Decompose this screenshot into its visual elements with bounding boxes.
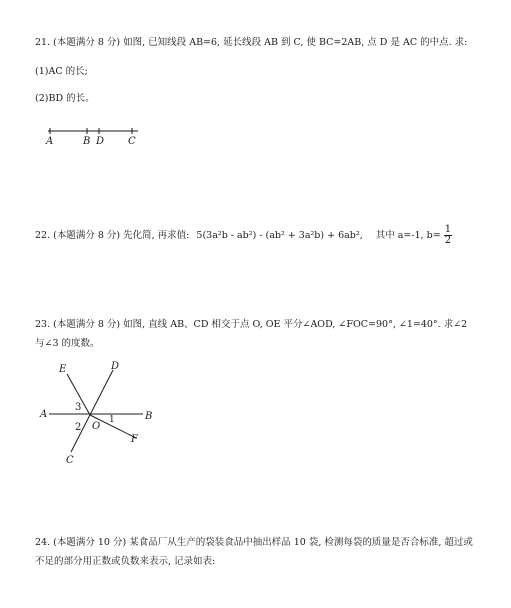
label-e: E [59, 364, 67, 375]
q22-condition: 其中 a=-1, b= [375, 230, 441, 241]
fraction-denominator: 2 [444, 235, 452, 246]
q21-stem: 21. (本题满分 8 分) 如图, 已知线段 AB=6, 延长线段 AB 到 C, 使 BC=2AB, 点 D 是 AC 的中点. 求: [35, 37, 468, 48]
q23-angle-figure [35, 358, 165, 468]
label-f: F [131, 434, 138, 445]
q22-expression: 5(3a²b - ab²) - (ab² + 3a²b) + 6ab², [196, 230, 363, 241]
q22-line [35, 225, 452, 246]
q23-stem: 23. (本题满分 8 分) 如图, 直线 AB、CD 相交于点 O, OE 平分∠AOD, ∠FOC=90°, ∠1=40°. 求∠2 与∠3 的度数。 [35, 319, 468, 349]
label-b: B [83, 136, 91, 147]
q21-part1: (1)AC 的长; [35, 66, 88, 77]
q24-stem: 24. (本题满分 10 分) 某食品厂从生产的袋装食品中抽出样品 10 袋, 检测每袋的质量是否合标准, 超过或不足的部分用正数或负数来表示, 记录如表: [35, 537, 473, 567]
label-d: D [111, 361, 120, 372]
label-o: O [92, 421, 101, 432]
label-b: B [145, 411, 153, 422]
angle-3-label: 3 [75, 402, 82, 413]
q21-part2: (2)BD 的长。 [35, 93, 95, 104]
fraction-numerator: 1 [444, 224, 452, 235]
q21-segment-figure [40, 122, 150, 150]
q22-b-fraction [444, 225, 452, 246]
angle-2-label: 2 [75, 422, 82, 433]
label-a: A [40, 409, 48, 420]
label-a: A [46, 136, 54, 147]
label-c: C [66, 455, 74, 466]
angle-1-label: 1 [109, 415, 115, 425]
label-d: D [96, 136, 105, 147]
label-c: C [128, 136, 136, 147]
q22-stem: 22. (本题满分 8 分) 先化简, 再求值: [35, 230, 190, 241]
